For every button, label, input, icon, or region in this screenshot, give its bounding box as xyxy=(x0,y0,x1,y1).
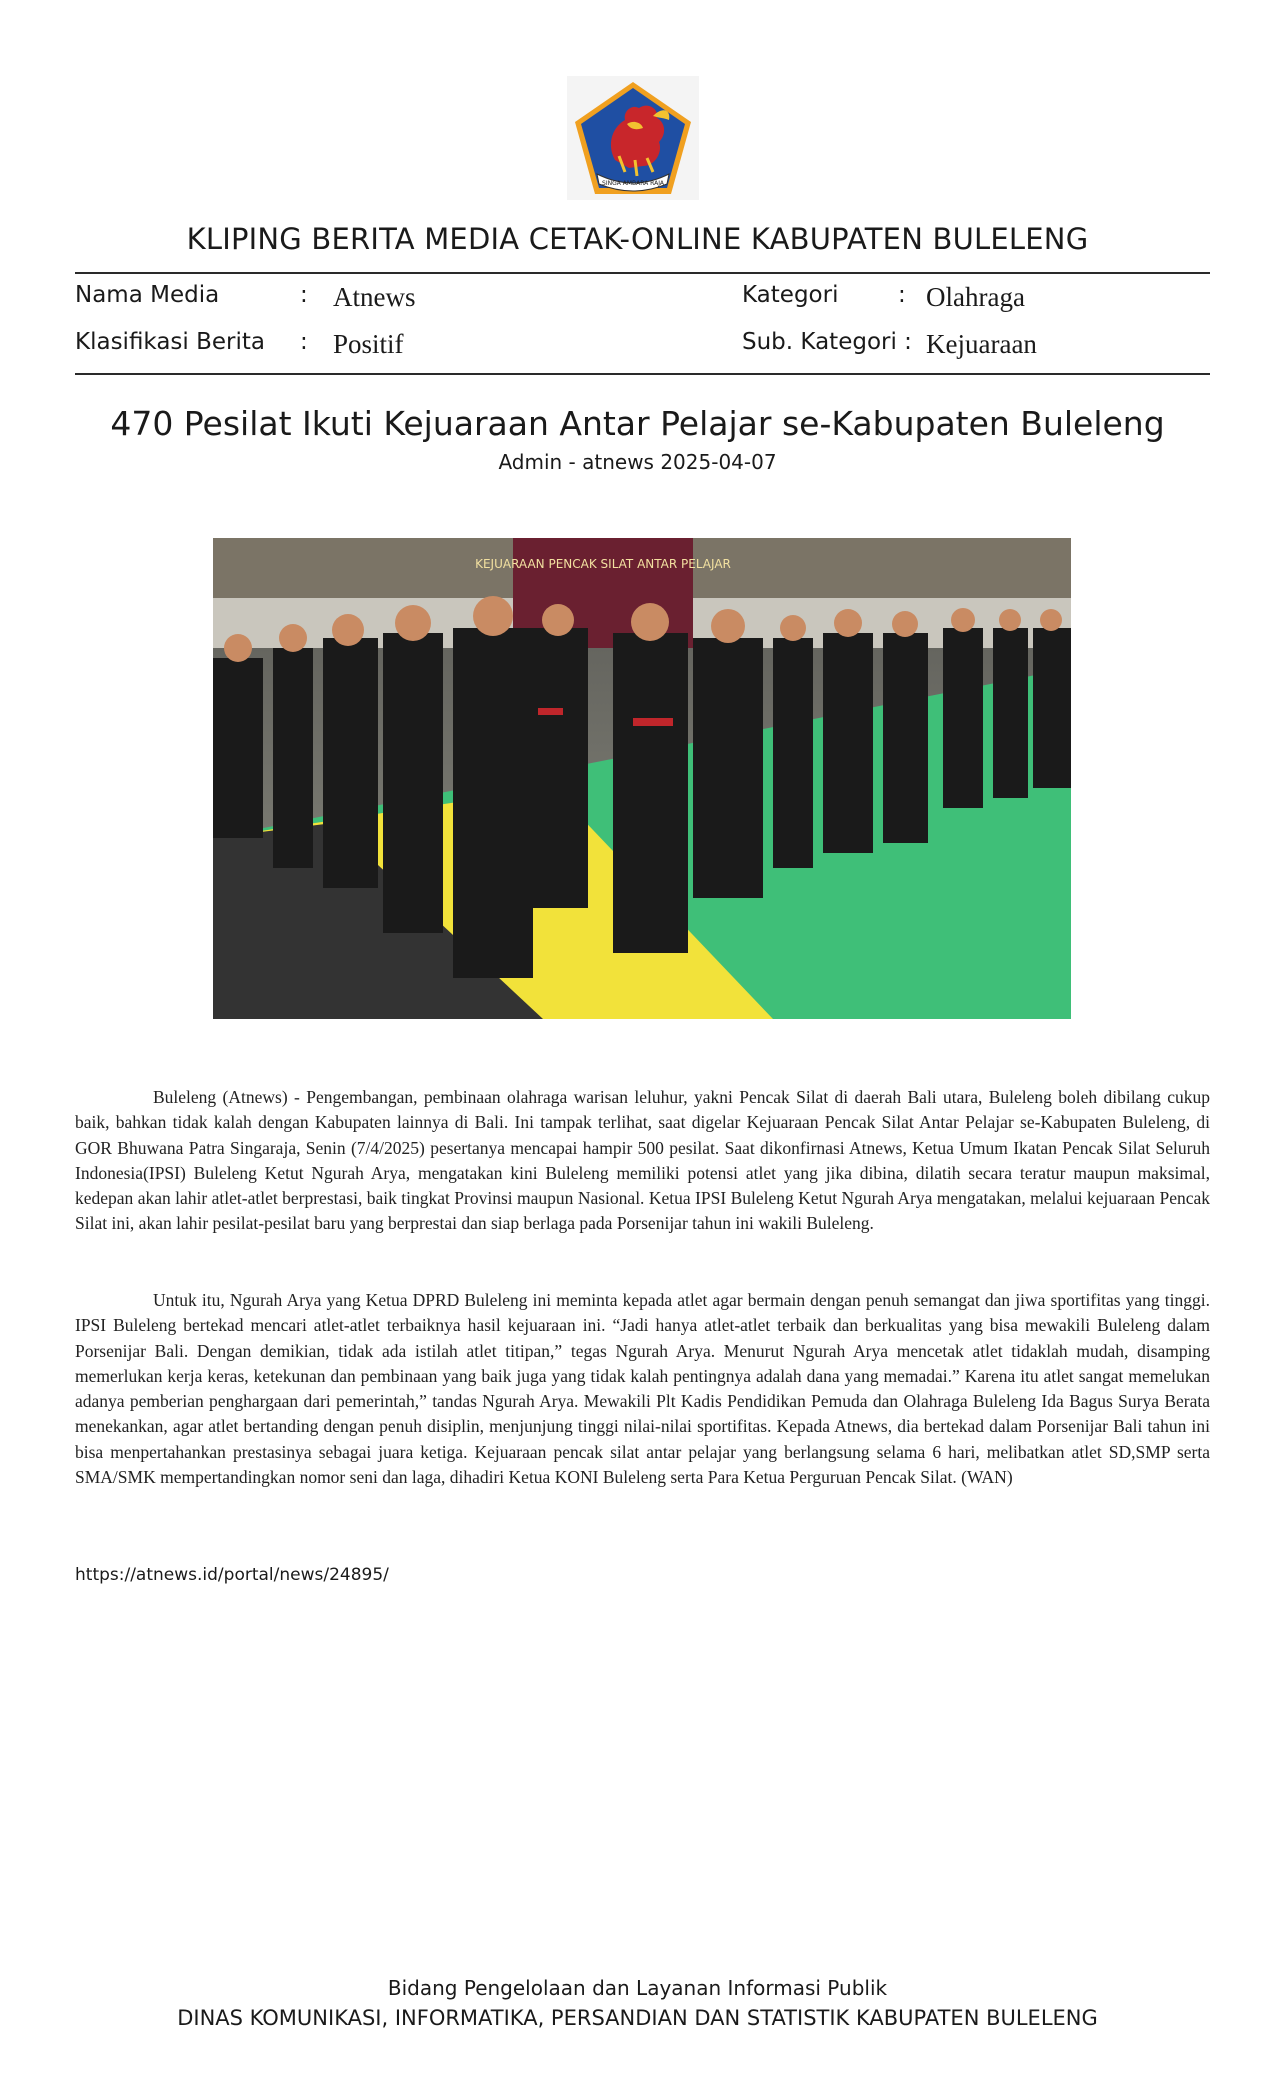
article-photo xyxy=(213,538,1071,1019)
article-paragraph-1: Buleleng (Atnews) - Pengembangan, pembinaan olahraga warisan leluhur, yakni Pencak Silat di daerah Bali utara, Buleleng boleh dibilang cukup baik, bahkan tidak kalah dengan Kabupaten lainnya di Bali. Ini tampak terlihat, saat digelar Kejuaraan Pencak Silat Antar Pelajar se-Kabupaten Buleleng, di GOR Bhuwana Patra Singaraja, Senin (7/4/2025) pesertanya mencapai hampir 500 pesilat. Saat dikonfirnasi Atnews, Ketua Umum Ikatan Pencak Silat Seluruh Indonesia(IPSI) Buleleng Ketut Ngurah Arya, mengatakan kini Buleleng memiliki potensi atlet yang jika dibina, dilatih secara teratur maupun maksimal, kedepan akan lahir atlet-atlet berprestasi, baik tingkat Provinsi maupun Nasional. Ketua IPSI Buleleng Ketut Ngurah Arya mengatakan, melalui kejuaraan Pencak Silat ini, akan lahir pesilat-pesilat baru yang berprestai dan siap berlaga pada Porsenijar tahun ini wakili Buleleng. xyxy=(75,1087,1210,1234)
banner-text: KEJUARAAN PENCAK SILAT ANTAR PELAJAR xyxy=(475,557,731,571)
media-name-colon: : xyxy=(300,282,308,308)
classification-colon: : xyxy=(300,329,308,355)
header-top-rule xyxy=(75,272,1210,274)
classification-value: Positif xyxy=(333,329,404,359)
subcategory-label: Sub. Kategori : xyxy=(742,329,912,355)
footer-division: Bidang Pengelolaan dan Layanan Informasi Publik xyxy=(387,1976,888,2000)
source-link[interactable]: https://atnews.id/portal/news/24895/ xyxy=(75,1565,389,1585)
clipping-header-title: KLIPING BERITA MEDIA CETAK-ONLINE KABUPATEN BULELENG xyxy=(186,222,1089,256)
article-paragraph-2: Untuk itu, Ngurah Arya yang Ketua DPRD Buleleng ini meminta kepada atlet agar bermain dengan penuh semangat dan jiwa sportifitas yang tinggi. IPSI Buleleng bertekad mencari atlet-atlet terbaiknya hasil kejuaraan ini. “Jadi hanya atlet-atlet terbaik dan berkualitas yang bisa mewakili Buleleng dalam Porsenijar Bali. Dengan demikian, tidak ada istilah atlet titipan,” tegas Ngurah Arya. Menurut Ngurah Arya mencetak atlet tidaklah mudah, disamping memerlukan kerja keras, ketekunan dan pembinaan yang baik juga yang tidak kalah pentingnya adalah dana yang memadai.” Karena itu atlet sangat memelukan adanya pemberian penghargaan dari pemerintah,” tandas Ngurah Arya. Mewakili Plt Kadis Pendidikan Pemuda dan Olahraga Buleleng Ida Bagus Surya Berata menekankan, agar atlet bertanding dengan penuh disiplin, menjunjung tinggi nilai-nilai sportifitas. Kepada Atnews, dia bertekad dalam Porsenijar Bali tahun ini bisa menpertahankan prestasinya sebagai juara ketiga. Kejuaraan pencak silat antar pelajar yang berlangsung selama 6 hari, melibatkan atlet SD,SMP serta SMA/SMK mempertandingkan nomor seni dan laga, dihadiri Ketua KONI Buleleng serta Para Ketua Perguruan Pencak Silat. (WAN) xyxy=(75,1290,1210,1488)
footer-agency: DINAS KOMUNIKASI, INFORMATIKA, PERSANDIAN DAN STATISTIK KABUPATEN BULELENG xyxy=(177,2006,1098,2030)
buleleng-crest-logo xyxy=(567,76,699,200)
media-name-value: Atnews xyxy=(333,282,416,312)
classification-label: Klasifikasi Berita xyxy=(75,329,266,355)
article-byline: Admin - atnews 2025-04-07 xyxy=(498,450,777,474)
header-bottom-rule xyxy=(75,373,1210,375)
category-label: Kategori xyxy=(742,282,839,308)
subcategory-value: Kejuaraan xyxy=(926,329,1037,359)
media-name-label: Nama Media xyxy=(75,282,220,308)
category-colon: : xyxy=(898,282,906,308)
category-value: Olahraga xyxy=(926,282,1025,312)
article-title: 470 Pesilat Ikuti Kejuaraan Antar Pelajar se-Kabupaten Buleleng xyxy=(110,404,1165,443)
logo-motto: SINGA AMBARA RAJA xyxy=(602,180,664,187)
